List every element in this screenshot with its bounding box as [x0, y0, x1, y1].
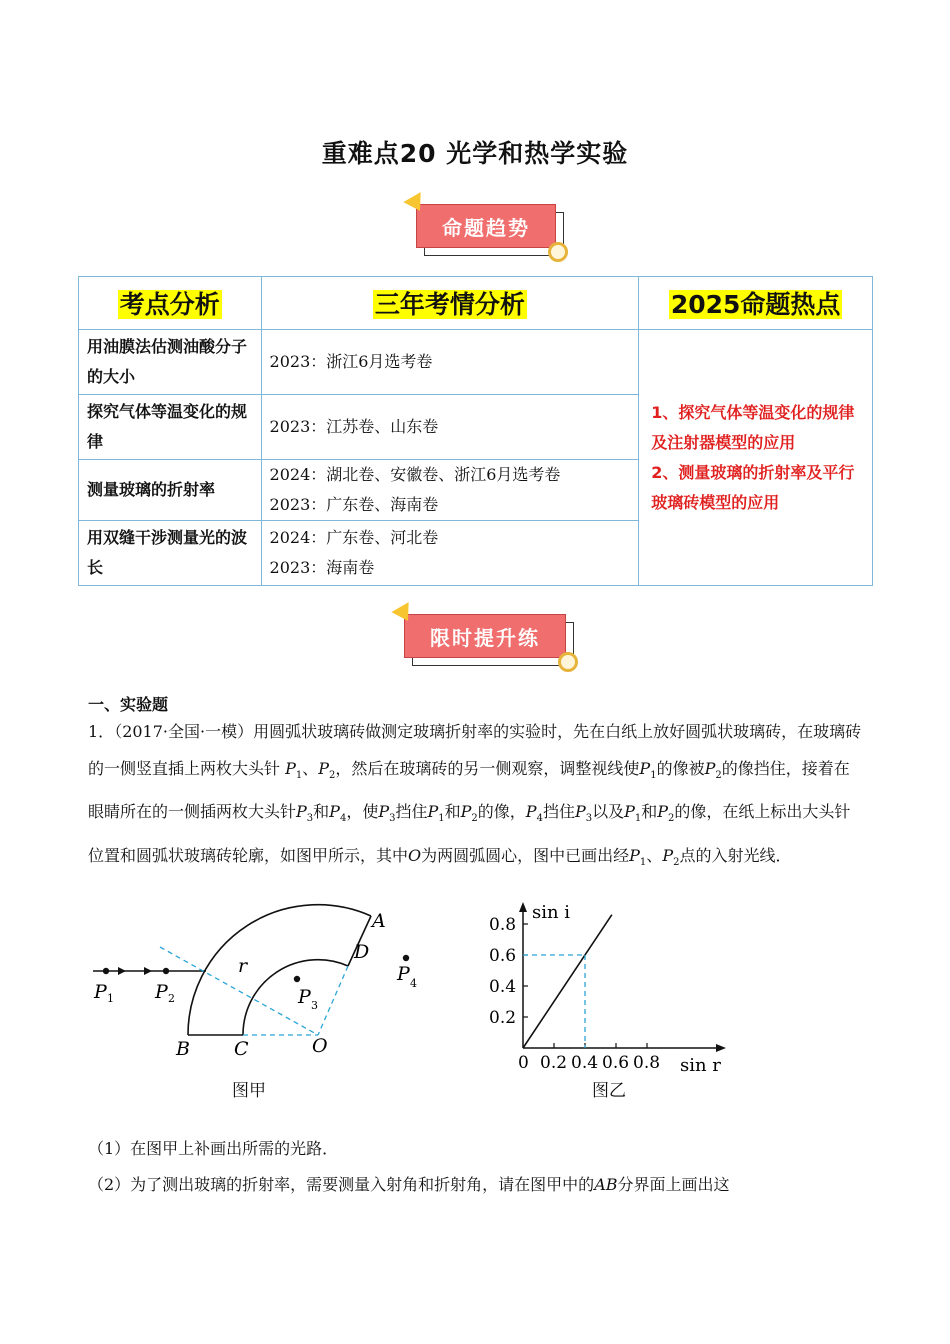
label-p1: P [94, 981, 107, 1003]
hot-point: 2、测量玻璃的折射率及平行玻璃砖模型的应用 [651, 462, 855, 512]
label-p3: P [298, 986, 311, 1008]
x-tick-label: 0.6 [602, 1053, 630, 1073]
radius-line [318, 966, 348, 1035]
hot-points-cell [639, 330, 873, 586]
pin-p3 [294, 976, 300, 982]
section-heading: 一、实验题 [88, 695, 169, 714]
header-topic: 考点分析 [79, 277, 262, 330]
trend-table [78, 276, 873, 586]
label-p4-sub: 4 [410, 977, 417, 990]
y-axis-label: sin i [532, 902, 571, 923]
caption-figure-b: 图乙 [592, 1081, 626, 1101]
pin-p2 [163, 968, 169, 974]
label-c: C [234, 1038, 249, 1060]
label-p2: P [155, 981, 168, 1003]
exam-cell: 2023：浙江6月选考卷 [261, 330, 639, 395]
header-hot: 2025命题热点 [639, 277, 873, 330]
x-axis-label: sin r [680, 1055, 721, 1076]
x-tick-label: 0 [518, 1053, 529, 1073]
question-1: 1．（2017·全国·一模）用圆弧状玻璃砖做测定玻璃折射率的实验时，先在白纸上放好圆弧状玻璃砖，在玻璃砖的一侧竖直插上两枚大头针 $P_1$、$P_2$，然后在玻璃砖的另一侧观察，调整视线使$P_1$的像被$P_2$的像挡住，接着在眼睛所在的一侧插两枚大头针$P_3$和$P_4$，使$P_3$挡住$P_1$和$P_2$的像，$P_4$挡住$P_3$以及$P_1$和$P_2$的像，在纸上标出大头针位置和圆弧状玻璃砖轮廓，如图甲所示，其中O为两圆弧圆心，图中已画出经$P_1$、$P_2$点的入射光线． [88, 722, 862, 869]
x-tick-label: 0.2 [540, 1053, 568, 1073]
chart-axes [519, 902, 726, 1052]
banner-label: 命题趋势 [416, 204, 556, 248]
exam-cell: 2024：湖北卷、安徽卷、浙江6月选考卷 2023：广东卷、海南卷 [261, 460, 639, 521]
ring-icon [548, 242, 568, 262]
y-axis-arrow-icon [519, 902, 527, 912]
sub-question-2: （2）为了测出玻璃的折射率，需要测量入射角和折射角，请在图甲中的AB分界面上画出这 [88, 1175, 730, 1194]
topic-cell: 测量玻璃的折射率 [79, 460, 262, 521]
x-tick-label: 0.8 [633, 1053, 661, 1073]
topic-cell: 用油膜法估测油酸分子的大小 [79, 330, 262, 395]
y-tick-label: 0.4 [489, 977, 517, 997]
inner-arc [243, 960, 348, 1035]
exam-cell: 2024：广东卷、河北卷 2023：海南卷 [261, 521, 639, 586]
table-row [79, 330, 873, 395]
exam-cell: 2023：江苏卷、山东卷 [261, 395, 639, 460]
label-a: A [372, 910, 386, 932]
figure-b [478, 898, 738, 1078]
label-p2-sub: 2 [168, 992, 175, 1005]
x-axis-arrow-icon [716, 1044, 726, 1052]
caption-figure-a: 图甲 [232, 1081, 266, 1101]
label-o: O [312, 1035, 328, 1057]
arrow-icon [118, 967, 126, 975]
banner-practice [404, 614, 554, 666]
topic-cell: 探究气体等温变化的规律 [79, 395, 262, 460]
label-b: B [176, 1038, 190, 1060]
x-tick-label: 0.4 [571, 1053, 599, 1073]
hot-point: 1、探究气体等温变化的规律及注射器模型的应用 [651, 402, 855, 452]
label-d: D [354, 941, 370, 963]
page-title: 重难点20 光学和热学实验 [321, 139, 629, 168]
banner-label: 限时提升练 [404, 614, 566, 658]
data-line [523, 915, 612, 1048]
pin-p1 [103, 968, 109, 974]
label-p1-sub: 1 [107, 992, 114, 1005]
pin-p4 [403, 955, 409, 961]
topic-cell: 用双缝干涉测量光的波长 [79, 521, 262, 586]
header-exams: 三年考情分析 [261, 277, 639, 330]
label-p3-sub: 3 [311, 999, 318, 1012]
sub-question-1: （1）在图甲上补画出所需的光路． [88, 1139, 339, 1158]
y-tick-label: 0.2 [489, 1008, 517, 1028]
label-r: r [238, 955, 248, 977]
y-tick-label: 0.8 [489, 915, 517, 935]
table-header-row [79, 277, 873, 330]
figure-a [88, 900, 438, 1070]
ring-icon [558, 652, 578, 672]
label-p4: P [397, 963, 410, 985]
banner-trend [416, 204, 566, 256]
arrow-icon [144, 967, 152, 975]
y-tick-label: 0.6 [489, 946, 517, 966]
